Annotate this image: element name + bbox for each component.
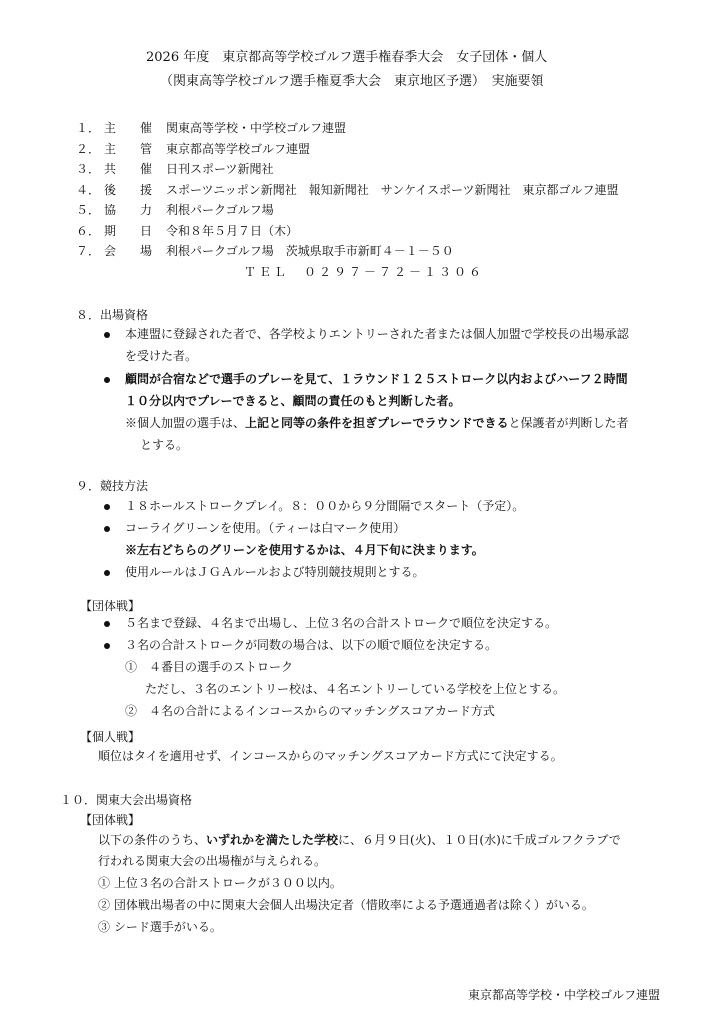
sec10-condition-2: ② 団体戦出場者の中に関東大会個人出場決定者（惜敗率による予選通過者は除く）がいる。 bbox=[98, 898, 594, 912]
sec9-bullet2-note: ※左右どちらのグリーンを使用するかは、４月下旬に決まります。 bbox=[125, 543, 484, 557]
venue-tel: ＴＥＬ ０２９７－７２－１３０６ bbox=[244, 265, 485, 279]
item-value: 東京都高等学校ゴルフ連盟 bbox=[166, 141, 311, 156]
item-label: 主 催 bbox=[104, 121, 153, 135]
item-number: ６． bbox=[76, 223, 101, 238]
item-label: 主 管 bbox=[104, 141, 153, 156]
item-number: ３． bbox=[76, 162, 101, 176]
item-value: 令和８年５月７日（木） bbox=[166, 223, 299, 238]
item-label: 後 援 bbox=[104, 182, 153, 197]
bullet-icon bbox=[104, 570, 110, 576]
bullet-icon bbox=[104, 332, 110, 338]
item-number: ２． bbox=[76, 141, 101, 156]
section-9-heading: ９．競技方法 bbox=[76, 479, 149, 493]
sec8-bullet2-line2: １０分以内でプレーできると、顧問の責任のもと判断した者。 bbox=[125, 394, 461, 408]
item-number: ７． bbox=[76, 244, 101, 258]
sec9-bullet1: １８ホールストロークプレイ。８：００から９分間隔でスタート（予定）。 bbox=[125, 499, 525, 513]
sec10-line1: 以下の条件のうち、いずれかを満たした学校に、６月９日(火)、１０日(水)に千成ゴルフクラブで bbox=[98, 833, 621, 847]
sec8-bullet2-line1: 顧問が合宿などで選手のプレーを見て、１ラウンド１２５ストローク以内およびハーフ２時間 bbox=[125, 372, 628, 386]
item-label: 共 催 bbox=[104, 162, 153, 176]
sec10-team-heading: 【団体戦】 bbox=[80, 813, 141, 827]
sec8-bullet1-line1: 本連盟に登録された者で、各学校よりエントリーされた者または個人加盟で学校長の出場承認 bbox=[125, 327, 629, 341]
individual-text: 順位はタイを適用せず、インコースからのマッチングスコアカード方式にて決定する。 bbox=[98, 749, 563, 763]
team-rule-1-note: ただし、３名のエントリー校は、４名エントリーしている学校を上位とする。 bbox=[145, 682, 566, 696]
item-number: １． bbox=[76, 121, 101, 135]
sec10-line2: 行われる関東大会の出場権が与えられる。 bbox=[98, 854, 327, 868]
sec10-condition-1: ① 上位３名の合計ストロークが３００以内。 bbox=[98, 876, 342, 890]
team-bullet2: ３名の合計ストロークが同数の場合は、以下の順で順位を決定する。 bbox=[125, 638, 498, 652]
section-10-heading: １０．関東大会出場資格 bbox=[60, 793, 193, 807]
title-line-1: 2026 年度 東京都高等学校ゴルフ選手権春季大会 女子団体・個人 bbox=[146, 50, 548, 65]
item-number: ５． bbox=[76, 203, 101, 217]
individual-heading: 【個人戦】 bbox=[80, 730, 141, 744]
team-bullet1: ５名まで登録、４名まで出場し、上位３名の合計ストロークで順位を決定する。 bbox=[125, 616, 558, 630]
bullet-icon bbox=[104, 504, 110, 510]
bullet-icon bbox=[104, 621, 110, 627]
item-value: 日刊スポーツ新聞社 bbox=[166, 162, 274, 176]
bullet-icon bbox=[104, 377, 110, 383]
bullet-icon bbox=[104, 643, 110, 649]
item-label: 会 場 bbox=[104, 244, 153, 258]
item-value: 利根パークゴルフ場 茨城県取手市新町４－１－５０ bbox=[166, 244, 454, 258]
bullet-icon bbox=[104, 526, 110, 532]
sec8-note-line1: ※個人加盟の選手は、上記と同等の条件を担ぎプレーでラウンドできると保護者が判断した者 bbox=[125, 416, 629, 430]
item-value: 利根パークゴルフ場 bbox=[166, 203, 274, 217]
item-value: 関東高等学校・中学校ゴルフ連盟 bbox=[166, 121, 347, 135]
item-number: ４． bbox=[76, 182, 101, 197]
item-label: 協 力 bbox=[104, 203, 153, 217]
section-8-heading: ８．出場資格 bbox=[76, 308, 149, 322]
sec8-note-line2: とする。 bbox=[140, 438, 189, 452]
sec9-bullet3: 使用ルールはＪＧＡルールおよび特別競技規則とする。 bbox=[125, 565, 425, 579]
footer-organization: 東京都高等学校・中学校ゴルフ連盟 bbox=[468, 988, 661, 1002]
team-rule-2: ② ４名の合計によるインコースからのマッチングスコアカード方式 bbox=[125, 704, 495, 718]
team-heading: 【団体戦】 bbox=[80, 599, 141, 613]
sec9-bullet2: コーライグリーンを使用。（ティーは白マーク使用） bbox=[125, 521, 406, 535]
item-value: スポーツニッポン新聞社 報知新聞社 サンケイスポーツ新聞社 東京都ゴルフ連盟 bbox=[166, 182, 619, 197]
sec8-bullet1-line2: を受けた者。 bbox=[125, 349, 198, 363]
sec10-condition-3: ③ シード選手がいる。 bbox=[98, 920, 222, 934]
team-rule-1: ① ４番目の選手のストローク bbox=[125, 660, 294, 674]
item-label: 期 日 bbox=[104, 223, 153, 238]
title-line-2: （関東高等学校ゴルフ選手権夏季大会 東京地区予選） 実施要領 bbox=[160, 74, 544, 89]
